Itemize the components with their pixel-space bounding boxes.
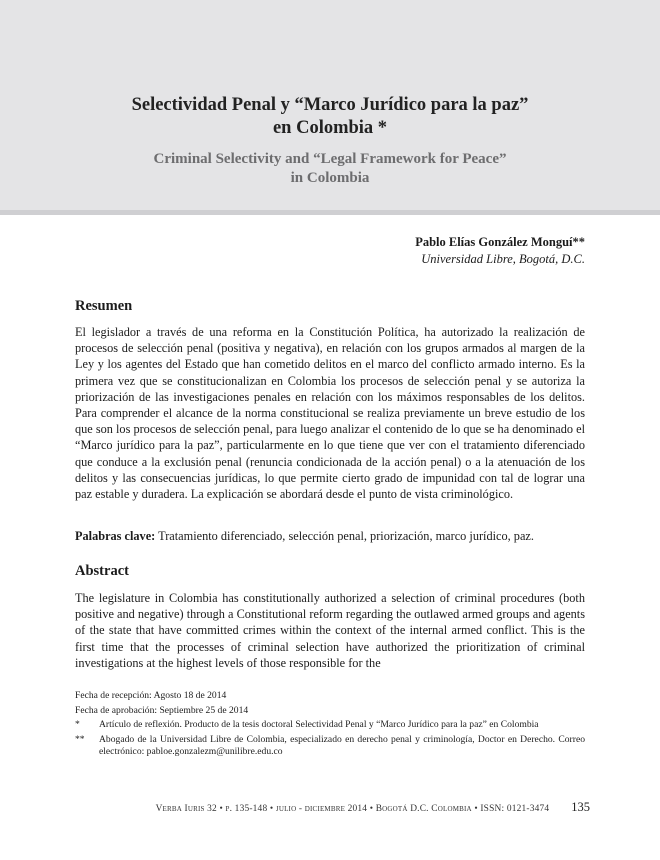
journal-citation: Verba Iuris 32 • p. 135-148 • julio - diciembre 2014 • Bogotá D.C. Colombia • ISSN: 0121-3474 — [155, 804, 550, 814]
title-english — [60, 150, 600, 188]
keywords-text: Tratamiento diferenciado, selección penal, priorización, marco jurídico, paz. — [155, 529, 534, 543]
page-number: 135 — [571, 800, 590, 814]
approved-date: Fecha de aprobación: Septiembre 25 de 2014 — [75, 704, 249, 716]
title-english-line2: in Colombia — [290, 170, 370, 186]
keywords-line — [75, 528, 585, 544]
author-block — [415, 234, 585, 268]
title-band-rule — [0, 210, 660, 215]
abstract-heading: Abstract — [75, 563, 129, 579]
footnote-1-marker: * — [75, 719, 80, 730]
author-name: Pablo Elías González Monguí** — [415, 235, 585, 249]
keywords-label: Palabras clave: — [75, 529, 156, 543]
page-footer — [120, 800, 590, 815]
title-spanish-line1: Selectividad Penal y “Marco Jurídico para la paz” — [131, 95, 529, 115]
resumen-body: El legislador a través de una reforma en la Constitución Política, ha autorizado la realización de procesos de selección penal (positiva y negativa), en relación con los grupos armados al margen de la Ley y los agentes del Estado que han cometido delitos en el marco del conflicto armado interno. Es la primera vez que se constitucionalizan en Colombia los procesos de selección penal y se autoriza la priorización de las investigaciones penales en relación con los máximos responsables de los delitos. Para comprender el alcance de la norma constitucional se realiza previamente un breve estudio de los que son los procesos de selección penal, para luego analizar el contenido de lo que se ha denominado el “Marco jurídico para la paz”, particularmente en lo que tiene que ver con el tratamiento diferenciado que conduce a la exclusión penal (renuncia condicionada de la acción penal) o a la atenuación de los delitos y las consecuencias jurídicas, lo que permite cierto grado de impunidad con tal de lograr una paz estable y duradera. La explicación se abordará desde el punto de vista criminológico. — [75, 325, 585, 502]
received-date: Fecha de recepción: Agosto 18 de 2014 — [75, 690, 227, 701]
footnote-1 — [75, 719, 585, 732]
author-affiliation: Universidad Libre, Bogotá, D.C. — [421, 252, 585, 266]
footnote-1-text: Artículo de reflexión. Producto de la tesis doctoral Selectividad Penal y “Marco Jurídico para la paz” en Colombia — [99, 719, 539, 730]
resumen-heading: Resumen — [75, 298, 133, 314]
title-spanish — [60, 94, 600, 140]
title-english-line1: Criminal Selectivity and “Legal Framework for Peace” — [153, 151, 507, 167]
footnote-2 — [75, 734, 585, 759]
footnote-2-text: Abogado de la Universidad Libre de Colombia, especializado en derecho penal y criminología, Doctor en Derecho. Correo electrónico: pabloe.gonzalezm@unilibre.edu.co — [99, 733, 585, 757]
abstract-body: The legislature in Colombia has constitutionally authorized a selection of criminal procedures (both positive and negative) through a Constitutional reform regarding the outlawed armed groups and agents of the state that have committed crimes within the context of the internal armed conflict. This is the first time that the processes of criminal selection have authorized the prioritization of criminal investigations at the highest levels of those responsible for the — [75, 591, 585, 670]
footnote-2-marker: ** — [75, 733, 85, 745]
title-spanish-line2: en Colombia * — [272, 118, 388, 138]
footnotes — [75, 690, 585, 759]
